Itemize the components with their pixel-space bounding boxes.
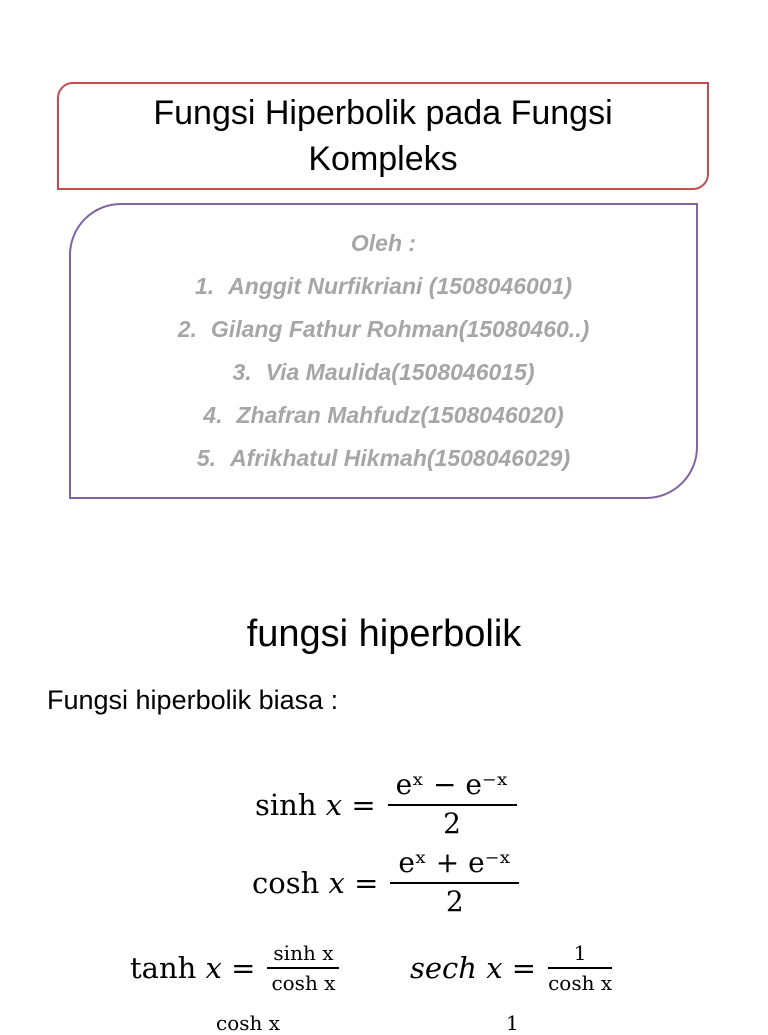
variable: x	[486, 950, 503, 985]
numerator: 1	[573, 941, 587, 965]
author-box	[69, 203, 698, 499]
author-number: 2.	[177, 316, 197, 342]
formula-lhs	[255, 788, 376, 822]
author-name: Via Maulida(1508046015)	[265, 359, 535, 385]
fraction-bar	[548, 967, 612, 969]
fraction	[548, 942, 612, 994]
formula-tanh	[130, 942, 339, 994]
numerator: cosh x	[216, 1011, 281, 1035]
formula-lhs	[410, 951, 536, 985]
equals-sign: =	[231, 950, 256, 985]
function-name: cosh	[252, 865, 320, 900]
denominator: 2	[445, 884, 464, 918]
fraction	[267, 942, 339, 994]
intro-text: Fungsi hiperbolik biasa :	[47, 685, 339, 715]
fraction-bar	[390, 882, 519, 884]
author-name: Zhafran Mahfudz(1508046020)	[236, 402, 564, 428]
slide-title-line-2: Kompleks	[308, 140, 458, 178]
author-name: Afrikhatul Hikmah(1508046029)	[230, 445, 571, 471]
function-name: tanh	[130, 950, 197, 985]
fraction	[390, 848, 519, 918]
title-box	[57, 82, 709, 190]
numerator: sinh x	[273, 941, 334, 965]
author-name: Gilang Fathur Rohman(15080460..)	[210, 316, 590, 342]
author-item	[197, 437, 570, 480]
numerator: 1	[506, 1011, 519, 1035]
author-label: Oleh :	[350, 230, 417, 256]
author-item	[178, 308, 590, 351]
author-item	[232, 351, 534, 394]
function-name: sech	[410, 950, 477, 985]
author-name: Anggit Nurfikriani (1508046001)	[228, 273, 573, 299]
formula-cosh	[252, 848, 519, 918]
variable: x	[325, 787, 343, 822]
variable: x	[328, 865, 345, 900]
function-name: sinh	[255, 787, 317, 822]
numerator: eˣ − e⁻ˣ	[395, 768, 509, 801]
variable: x	[205, 950, 222, 985]
equals-sign: =	[511, 950, 537, 985]
author-number: 5.	[196, 445, 217, 471]
fraction-bar	[267, 967, 339, 969]
formula-lhs	[252, 866, 378, 900]
formula-csch-partial	[500, 1012, 525, 1034]
formula-sinh	[255, 770, 517, 840]
numerator: eˣ + e⁻ˣ	[398, 846, 512, 879]
denominator: cosh x	[271, 970, 336, 995]
author-item	[203, 394, 563, 437]
slide-title-line-1: Fungsi Hiperbolik pada Fungsi	[153, 94, 613, 132]
formula-lhs	[130, 951, 255, 985]
equals-sign: =	[354, 865, 379, 900]
section-title: fungsi hiperbolik	[246, 613, 522, 655]
author-number: 1.	[194, 273, 215, 299]
formula-coth-partial	[210, 1012, 286, 1034]
formula-sech	[410, 942, 612, 994]
author-number: 4.	[203, 402, 223, 428]
equals-sign: =	[351, 787, 376, 822]
fraction	[388, 770, 517, 840]
denominator: cosh x	[548, 970, 613, 995]
author-item	[195, 265, 572, 308]
author-number: 3.	[232, 359, 252, 385]
fraction-bar	[388, 804, 517, 806]
denominator: 2	[443, 806, 461, 840]
